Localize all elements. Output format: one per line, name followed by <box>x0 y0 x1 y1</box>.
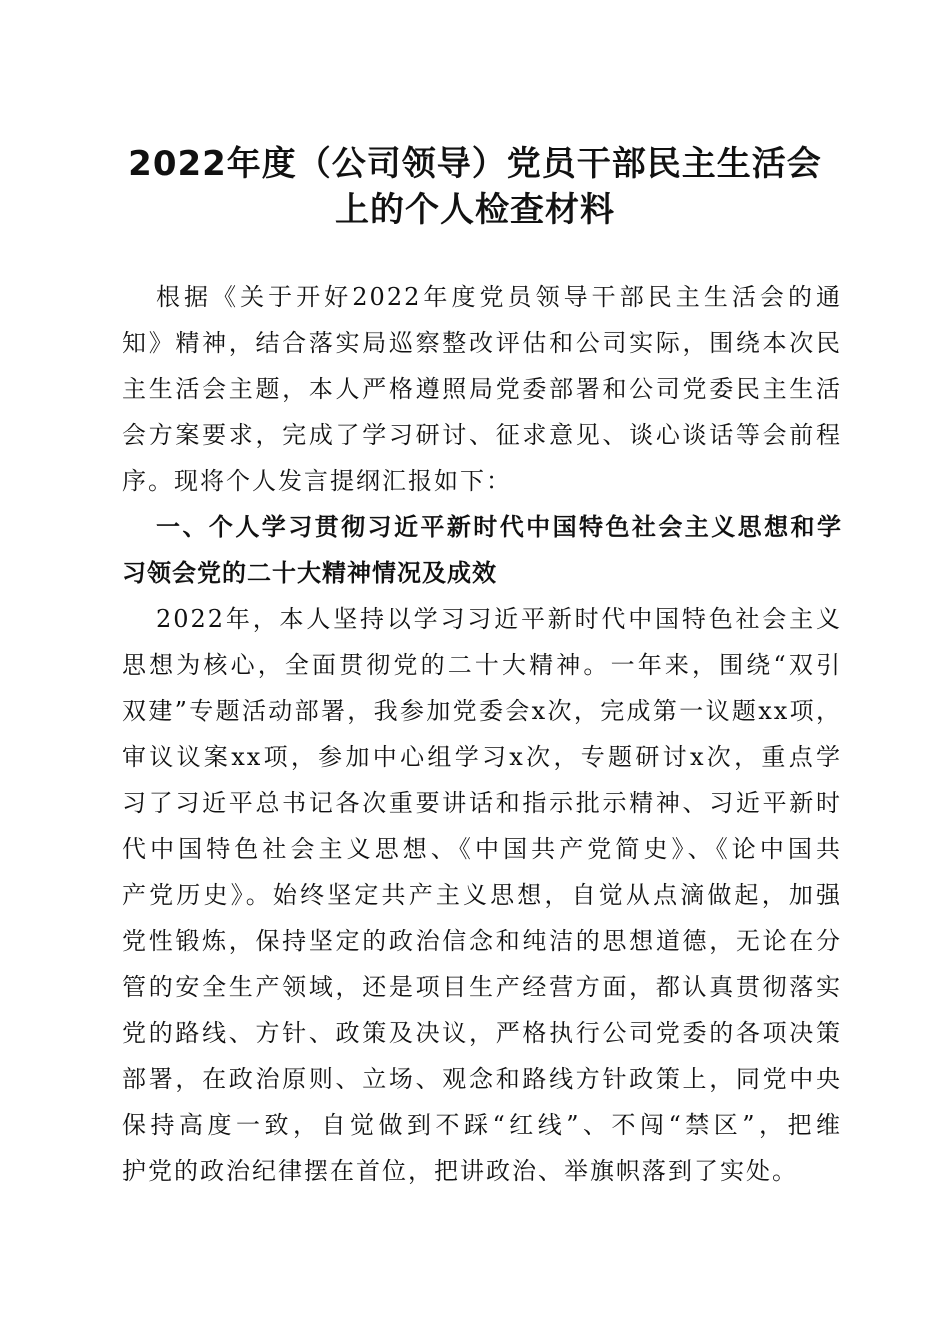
section-heading-line: 一、个人学习贯彻习近平新时代中国特色社会主义思想和学 <box>156 513 842 541</box>
paragraph-1-line: 序。现将个人发言提纲汇报如下： <box>122 467 512 495</box>
paragraph-2-line: 党的路线、方针、政策及决议，严格执行公司党委的各项决策 <box>122 1019 842 1047</box>
paragraph-2-line: 习了习近平总书记各次重要讲话和指示批示精神、习近平新时 <box>122 789 842 817</box>
paragraph-2-line: 审议议案xx项，参加中心组学习x次，专题研讨x次，重点学 <box>122 743 842 771</box>
document-title-line-2: 上的个人检查材料 <box>335 190 615 230</box>
paragraph-2-line: 部署，在政治原则、立场、观念和路线方针政策上，同党中央 <box>122 1065 842 1093</box>
paragraph-2-line: 代中国特色社会主义思想、《中国共产党简史》、《论中国共 <box>122 835 842 863</box>
paragraph-2-line: 2022年，本人坚持以学习习近平新时代中国特色社会主义 <box>156 605 842 633</box>
document-title-line-1: 2022年度（公司领导）党员干部民主生活会 <box>128 144 822 184</box>
paragraph-1-line: 会方案要求，完成了学习研讨、征求意见、谈心谈话等会前程 <box>122 421 842 449</box>
section-heading-line: 习领会党的二十大精神情况及成效 <box>122 559 497 587</box>
paragraph-2-line: 产党历史》。始终坚定共产主义思想，自觉从点滴做起，加强 <box>122 881 842 909</box>
paragraph-1-line: 知》精神，结合落实局巡察整改评估和公司实际，围绕本次民 <box>122 329 842 357</box>
paragraph-1-line: 根据《关于开好2022年度党员领导干部民主生活会的通 <box>156 283 842 311</box>
paragraph-2-line: 保持高度一致，自觉做到不踩“红线”、不闯“禁区”，把维 <box>122 1111 842 1139</box>
paragraph-2-line: 党性锻炼，保持坚定的政治信念和纯洁的思想道德，无论在分 <box>122 927 842 955</box>
paragraph-2-line: 双建”专题活动部署，我参加党委会x次，完成第一议题xx项， <box>122 697 842 725</box>
paragraph-2-line: 护党的政治纪律摆在首位，把讲政治、举旗帜落到了实处。 <box>122 1157 798 1185</box>
paragraph-1-line: 主生活会主题，本人严格遵照局党委部署和公司党委民主生活 <box>122 375 842 403</box>
paragraph-2-line: 管的安全生产领域，还是项目生产经营方面，都认真贯彻落实 <box>122 973 842 1001</box>
paragraph-2-line: 思想为核心，全面贯彻党的二十大精神。一年来，围绕“双引 <box>122 651 842 679</box>
